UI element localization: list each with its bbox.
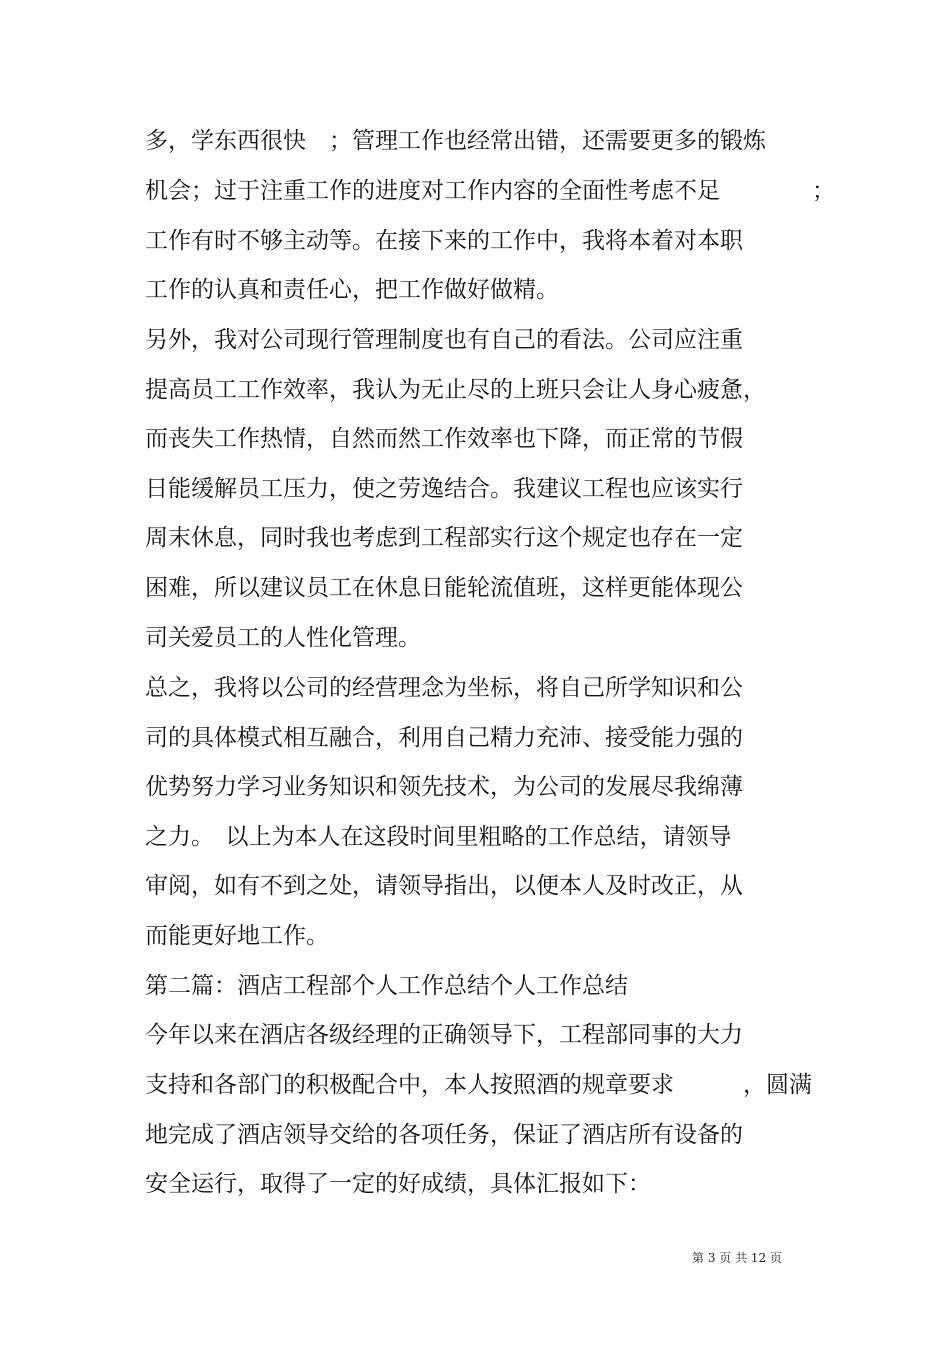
text-line: 司的具体模式相互融合，利用自己精力充沛、接受能力强的 xyxy=(145,725,743,751)
text-line: 之力。 以上为本人在这段时间里粗略的工作总结，请领导 xyxy=(145,824,732,850)
text-line: 优势努力学习业务知识和领先技术，为公司的发展尽我绵薄 xyxy=(145,774,743,800)
text-line: 日能缓解员工压力，使之劳逸结合。我建议工程也应该实行 xyxy=(145,476,743,502)
text-line: 困难，所以建议员工在休息日能轮流值班，这样更能体现公 xyxy=(145,575,743,601)
text-line: 周末休息，同时我也考虑到工程部实行这个规定也存在一定 xyxy=(145,525,743,551)
text-line: 安全运行，取得了一定的好成绩，具体汇报如下： xyxy=(145,1171,651,1197)
page-number: 第 3 页 共 12 页 xyxy=(692,1251,782,1265)
section-heading: 第二篇：酒店工程部个人工作总结个人工作总结 xyxy=(145,973,628,999)
text-line: 总之，我将以公司的经营理念为坐标，将自己所学知识和公 xyxy=(145,675,743,701)
text-line: 审阅，如有不到之处，请领导指出，以便本人及时改正，从 xyxy=(145,873,743,899)
text-line: 今年以来在酒店各级经理的正确领导下，工程部同事的大力 xyxy=(145,1022,743,1048)
text-line: 多，学东西很快 ；管理工作也经常出错，还需要更多的锻炼 xyxy=(145,128,766,154)
text-line: 机会；过于注重工作的进度对工作内容的全面性考虑不足 ； xyxy=(145,178,835,204)
text-line: 支持和各部门的积极配合中，本人按照酒的规章要求 ，圆满 xyxy=(145,1072,812,1098)
text-line: 另外，我对公司现行管理制度也有自己的看法。公司应注重 xyxy=(145,327,743,353)
text-line: 工作有时不够主动等。在接下来的工作中，我将本着对本职 xyxy=(145,228,743,254)
text-line: 提高员工工作效率，我认为无止尽的上班只会让人身心疲惫， xyxy=(145,377,766,403)
text-line: 地完成了酒店领导交给的各项任务，保证了酒店所有设备的 xyxy=(145,1122,743,1148)
text-line: 工作的认真和责任心，把工作做好做精。 xyxy=(145,277,559,303)
text-line: 而丧失工作热情，自然而然工作效率也下降，而正常的节假 xyxy=(145,426,743,452)
text-line: 而能更好地工作。 xyxy=(145,923,329,949)
text-line: 司关爱员工的人性化管理。 xyxy=(145,625,421,651)
